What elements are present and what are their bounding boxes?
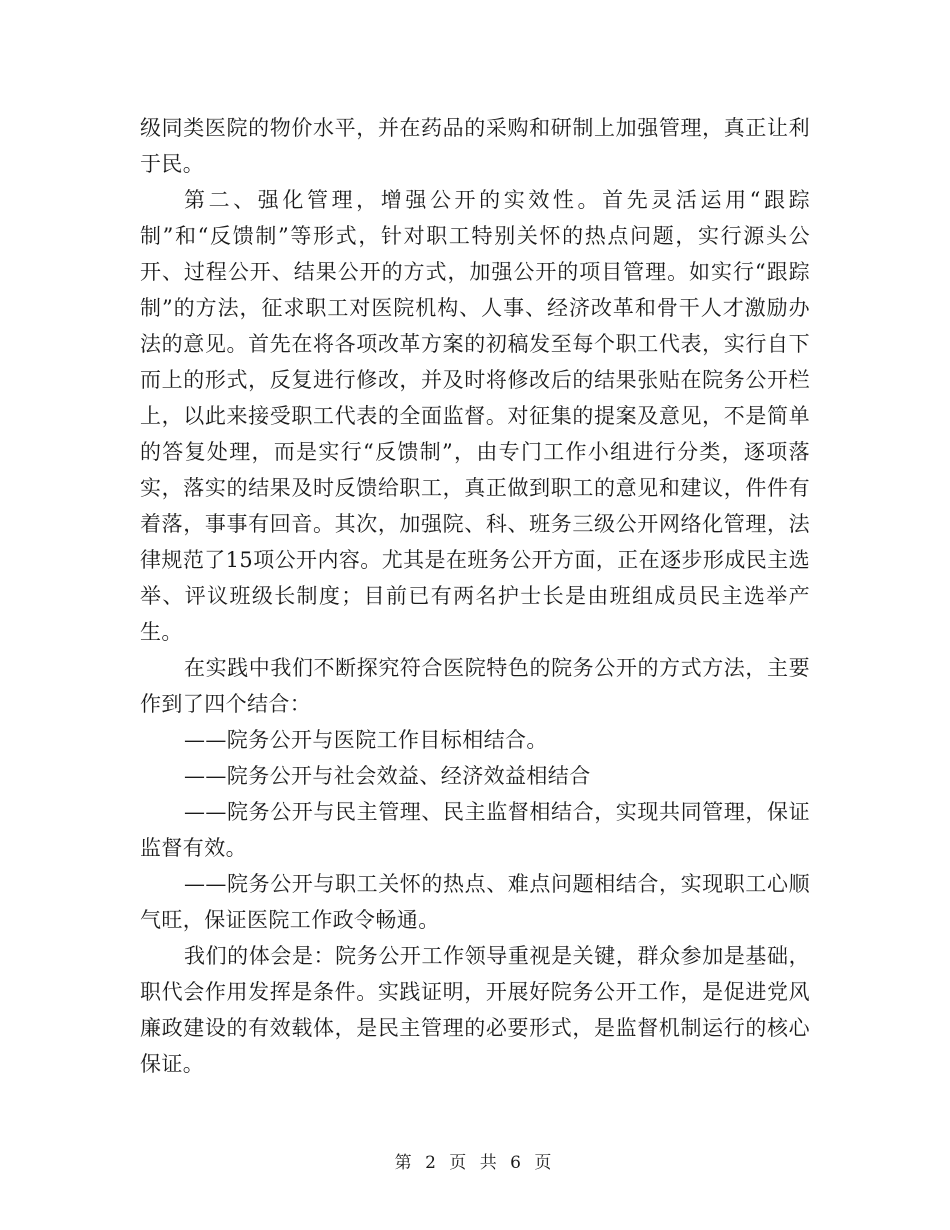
page-number-footer: 第 2 页 共 6 页	[394, 1153, 556, 1173]
paragraph-8: 我们的体会是：院务公开工作领导重视是关键，群众参加是基础，职代会作用发挥是条件。实践证明，开展好院务公开工作，是促进党风廉政建设的有效载体，是民主管理的必要形式，是监督机制运行的核心保证。	[140, 944, 810, 1076]
paragraph-5: ——院务公开与社会效益、经济效益相结合	[184, 764, 591, 788]
paragraph-2: 第二、强化管理，增强公开的实效性。首先灵活运用“跟踪制”和“反馈制”等形式，针对职工特别关怀的热点问题，实行源头公开、过程公开、结果公开的方式，加强公开的项目管理。如实行“跟踪制”的方法，征求职工对医院机构、人事、经济改革和骨干人才激励办法的意见。首先在将各项改革方案的初稿发至每个职工代表，实行自下而上的形式，反复进行修改，并及时将修改后的结果张贴在院务公开栏上，以此来接受职工代表的全面监督。对征集的提案及意见，不是简单的答复处理，而是实行“反馈制”，由专门工作小组进行分类，逐项落实，落实的结果及时反馈给职工，真正做到职工的意见和建议，件件有着落，事事有回音。其次，加强院、科、班务三级公开网络化管理，法律规范了15项公开内容。尤其是在班务公开方面，正在逐步形成民主选举、评议班级长制度；目前已有两名护士长是由班组成员民主选举产生。	[140, 188, 810, 644]
paragraph-6: ——院务公开与民主管理、民主监督相结合，实现共同管理，保证监督有效。	[140, 800, 810, 860]
paragraph-4: ——院务公开与医院工作目标相结合。	[184, 728, 548, 752]
paragraph-3: 在实践中我们不断探究符合医院特色的院务公开的方式方法，主要作到了四个结合：	[140, 656, 810, 716]
paragraph-1: 级同类医院的物价水平，并在药品的采购和研制上加强管理，真正让利于民。	[140, 116, 810, 176]
paragraph-7: ——院务公开与职工关怀的热点、难点问题相结合，实现职工心顺气旺，保证医院工作政令畅通。	[140, 872, 810, 932]
document-body	[140, 110, 810, 1082]
